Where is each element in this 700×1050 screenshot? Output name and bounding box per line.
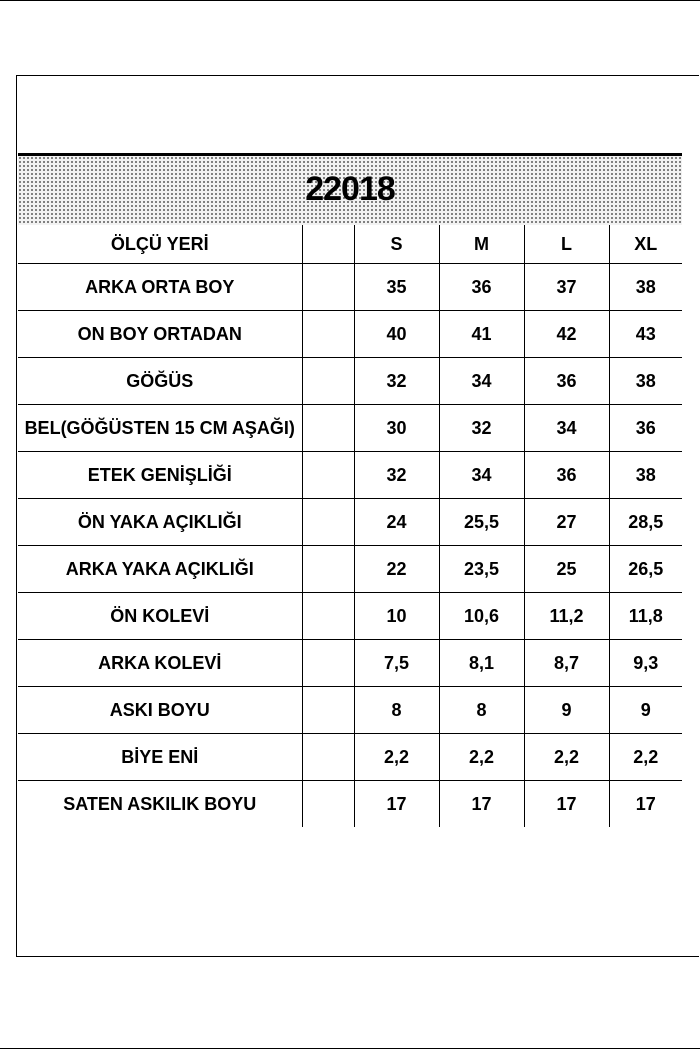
blank-cell: [302, 264, 354, 311]
value-cell-m: 17: [439, 781, 524, 828]
value-cell-s: 2,2: [354, 734, 439, 781]
measure-label: ETEK GENİŞLİĞİ: [18, 452, 302, 499]
value-cell-xl: 38: [609, 452, 682, 499]
value-cell-m: 34: [439, 452, 524, 499]
value-cell-s: 7,5: [354, 640, 439, 687]
product-code-title: 22018: [305, 170, 395, 208]
blank-cell: [302, 687, 354, 734]
value-cell-s: 17: [354, 781, 439, 828]
measure-label: ARKA ORTA BOY: [18, 264, 302, 311]
header-size-m: M: [439, 225, 524, 264]
measure-label: ON BOY ORTADAN: [18, 311, 302, 358]
table-row: [18, 687, 682, 734]
value-cell-xl: 9: [609, 687, 682, 734]
value-cell-m: 23,5: [439, 546, 524, 593]
value-cell-m: 2,2: [439, 734, 524, 781]
blank-cell: [302, 452, 354, 499]
header-blank-cell: [302, 225, 354, 264]
blank-cell: [302, 405, 354, 452]
value-cell-l: 34: [524, 405, 609, 452]
measure-label: SATEN ASKILIK BOYU: [18, 781, 302, 828]
value-cell-l: 2,2: [524, 734, 609, 781]
table-row: [18, 593, 682, 640]
value-cell-xl: 11,8: [609, 593, 682, 640]
blank-cell: [302, 546, 354, 593]
value-cell-xl: 43: [609, 311, 682, 358]
measure-label: ÖN KOLEVİ: [18, 593, 302, 640]
value-cell-xl: 17: [635, 793, 656, 814]
top-edge-line: [0, 0, 700, 1]
value-cell-s: 32: [354, 358, 439, 405]
measure-label: ARKA YAKA AÇIKLIĞI: [18, 546, 302, 593]
table-row: [18, 452, 682, 499]
value-cell-l: 42: [524, 311, 609, 358]
table-row: [18, 781, 682, 828]
value-cell-s: 22: [354, 546, 439, 593]
value-cell-xl: 38: [609, 264, 682, 311]
value-cell-m: 41: [439, 311, 524, 358]
blank-cell: [302, 781, 354, 828]
value-cell-xl: 38: [609, 358, 682, 405]
value-cell-m: 36: [439, 264, 524, 311]
value-cell-xl: 9,3: [609, 640, 682, 687]
measure-label: BİYE ENİ: [18, 734, 302, 781]
table-row: [18, 640, 682, 687]
header-size-xl: XL: [609, 225, 682, 264]
table-row: [18, 546, 682, 593]
value-cell-m: 8: [439, 687, 524, 734]
table-row: [18, 264, 682, 311]
value-cell-l: 11,2: [524, 593, 609, 640]
table-row: [18, 358, 682, 405]
value-cell-xl: 36: [609, 405, 682, 452]
value-cell-s: 10: [354, 593, 439, 640]
value-cell-l: 27: [524, 499, 609, 546]
value-cell-l: 36: [524, 452, 609, 499]
size-chart-body: [18, 225, 682, 827]
value-cell-xl: 2,2: [609, 734, 682, 781]
value-cell-l: 9: [524, 687, 609, 734]
table-row: [18, 405, 682, 452]
measure-label: BEL(GÖĞÜSTEN 15 CM AŞAĞI): [18, 405, 302, 452]
value-cell-l: 8,7: [524, 640, 609, 687]
table-row: [18, 734, 682, 781]
value-cell-m: 10,6: [439, 593, 524, 640]
table-row: [18, 311, 682, 358]
blank-cell: [302, 734, 354, 781]
value-cell-s: 40: [354, 311, 439, 358]
value-cell-s: 35: [354, 264, 439, 311]
blank-cell: [302, 499, 354, 546]
blank-cell: [302, 311, 354, 358]
value-cell-s: 24: [354, 499, 439, 546]
value-cell-m: 25,5: [439, 499, 524, 546]
header-size-l: L: [524, 225, 609, 264]
value-cell-s: 32: [354, 452, 439, 499]
header-measure-label: ÖLÇÜ YERİ: [18, 225, 302, 264]
measure-label: ÖN YAKA AÇIKLIĞI: [18, 499, 302, 546]
value-cell-m: 32: [439, 405, 524, 452]
value-cell-xl: 26,5: [609, 546, 682, 593]
value-cell-s: 30: [354, 405, 439, 452]
blank-cell: [302, 640, 354, 687]
value-cell-l: 17: [524, 781, 609, 828]
value-cell-m: 34: [439, 358, 524, 405]
value-cell-xl: 28,5: [609, 499, 682, 546]
bottom-edge-line: [0, 1048, 700, 1049]
blank-cell: [302, 358, 354, 405]
table-row: [18, 499, 682, 546]
measure-label: GÖĞÜS: [18, 358, 302, 405]
header-size-s: S: [354, 225, 439, 264]
measure-label: ASKI BOYU: [18, 687, 302, 734]
size-chart-table: [18, 225, 682, 827]
blank-cell: [302, 593, 354, 640]
value-cell-l: 36: [524, 358, 609, 405]
title-band: [18, 153, 682, 225]
value-cell-m: 8,1: [439, 640, 524, 687]
value-cell-l: 37: [524, 264, 609, 311]
value-cell-s: 8: [354, 687, 439, 734]
header-row: [18, 225, 682, 264]
measure-label: ARKA KOLEVİ: [18, 640, 302, 687]
value-cell-l: 25: [524, 546, 609, 593]
